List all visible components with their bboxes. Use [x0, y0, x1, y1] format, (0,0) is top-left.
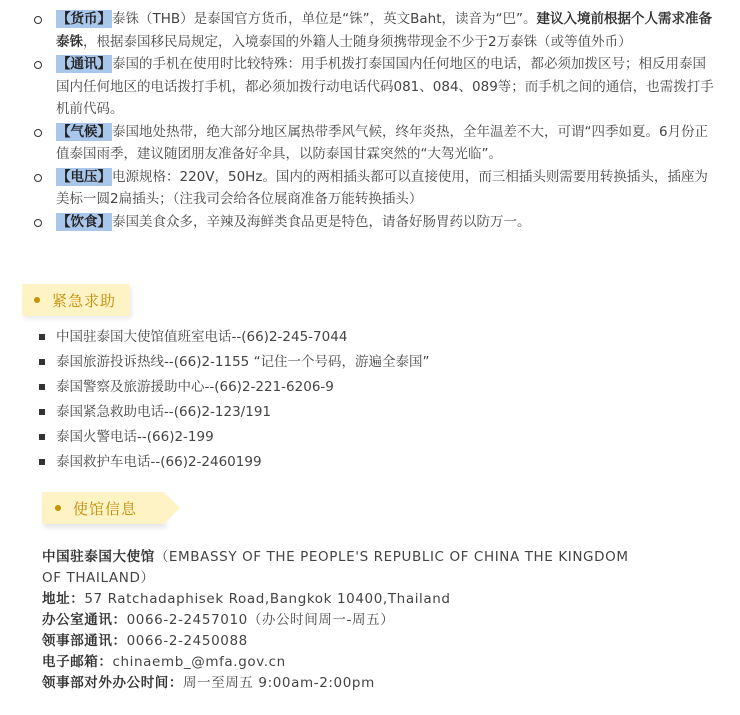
circle-bullet-icon [34, 61, 42, 69]
tip-tag: 【气候】 [57, 123, 111, 140]
circle-bullet-icon [34, 174, 42, 182]
square-bullet-icon [39, 384, 45, 390]
email-value[interactable]: chinaemb_@mfa.gov.cn [112, 654, 286, 670]
embassy-name-value: （EMBASSY OF THE PEOPLE'S REPUBLIC OF CHINA THE KINGDOM OF THAILAND） [42, 549, 629, 586]
list-item [36, 450, 636, 475]
embassy-info [42, 547, 642, 694]
hours-label: 领事部对外办公时间： [42, 675, 183, 691]
tip-tag: 【通讯】 [57, 56, 111, 72]
tip-text: 泰国美食众多，辛辣及海鲜类食品更是特色，请备好肠胃药以防万一。 [112, 213, 531, 230]
embassy-heading-banner [42, 492, 182, 530]
list-item [36, 375, 636, 400]
address-label: 地址： [42, 591, 85, 607]
embassy-name-label: 中国驻泰国大使馆 [42, 549, 155, 565]
tip-tag: 【货币】 [57, 11, 111, 27]
emergency-item: 泰国警察及旅游援助中心--(66)2-221-6206-9 [56, 379, 334, 395]
hours-line [42, 673, 642, 694]
dot-icon [34, 297, 40, 303]
square-bullet-icon [39, 434, 45, 440]
office-value: 0066-2-2457010（办公时间周一-周五） [126, 612, 395, 628]
tip-bold-text: 建议入境前根据个人需求准备泰铢 [56, 11, 713, 50]
list-item [36, 350, 636, 375]
tip-text: 泰铢（THB）是泰国官方货币，单位是“铢”，英文Baht，读音为“巴”。 [112, 11, 537, 27]
section-title: 使馆信息 [73, 500, 138, 518]
hours-value: 周一至周五 9:00am-2:00pm [183, 675, 375, 691]
consular-label: 领事部通讯： [42, 633, 127, 649]
tip-text: 泰国的手机在使用时比较特殊：用手机拨打泰国国内任何地区的电话，都必须加拨区号；相反用泰国国内任何地区的电话拨打手机，都必须加拨行动电话代码081、084、089等；而手机之间的通信，也需拨打手机前代码。 [56, 56, 714, 117]
circle-bullet-icon [34, 16, 42, 24]
list-item [36, 425, 636, 450]
section-title: 紧急求助 [52, 292, 117, 310]
square-bullet-icon [39, 409, 45, 415]
emergency-item: 泰国火警电话--(66)2-199 [56, 429, 214, 445]
address-value: 57 Ratchadaphisek Road,Bangkok 10400,Thailand [84, 591, 451, 607]
email-line [42, 652, 642, 673]
square-bullet-icon [39, 334, 45, 340]
email-label: 电子邮箱： [42, 654, 113, 670]
consular-value: 0066-2-2450088 [126, 633, 248, 649]
list-item [36, 400, 636, 425]
emergency-item: 中国驻泰国大使馆值班室电话--(66)2-245-7044 [56, 329, 348, 345]
dot-icon [55, 505, 61, 511]
tip-text: 泰国地处热带，绝大部分地区属热带季风气候，终年炎热，全年温差不大，可谓“四季如夏。6月份正值泰国雨季，建议随团朋友准备好伞具，以防泰国甘霖突然的“大驾光临”。 [56, 123, 709, 162]
tips-list [34, 8, 714, 233]
circle-bullet-icon [34, 129, 42, 137]
tip-tag: 【电压】 [57, 168, 111, 185]
list-item [34, 53, 714, 121]
emergency-item: 泰国旅游投诉热线--(66)2-1155 “记住一个号码，游遍全泰国” [56, 354, 430, 370]
list-item [36, 325, 636, 350]
emergency-item: 泰国紧急救助电话--(66)2-123/191 [56, 404, 271, 420]
embassy-name-line [42, 547, 642, 589]
square-bullet-icon [39, 359, 45, 365]
square-bullet-icon [39, 459, 45, 465]
emergency-list [36, 325, 636, 475]
emergency-heading-banner [22, 284, 130, 316]
emergency-item: 泰国救护车电话--(66)2-2460199 [56, 454, 262, 470]
banner-tail [164, 492, 180, 524]
tip-tag: 【饮食】 [57, 213, 111, 230]
consular-line [42, 631, 642, 652]
address-line [42, 589, 642, 610]
circle-bullet-icon [34, 219, 42, 227]
office-label: 办公室通讯： [42, 612, 127, 628]
tip-text-rest: ，根据泰国移民局规定，入境泰国的外籍人士随身须携带现金不少于2万泰铢（或等值外币） [83, 33, 632, 50]
list-item [34, 211, 714, 234]
list-item [34, 166, 714, 211]
list-item [34, 8, 714, 53]
office-line [42, 610, 642, 631]
list-item [34, 121, 714, 166]
tip-text: 电源规格：220V，50Hz。国内的两相插头都可以直接使用，而三相插头则需要用转换插头，插座为美标一圆2扁插头；（注我司会给各位展商准备万能转换插头） [56, 168, 708, 207]
